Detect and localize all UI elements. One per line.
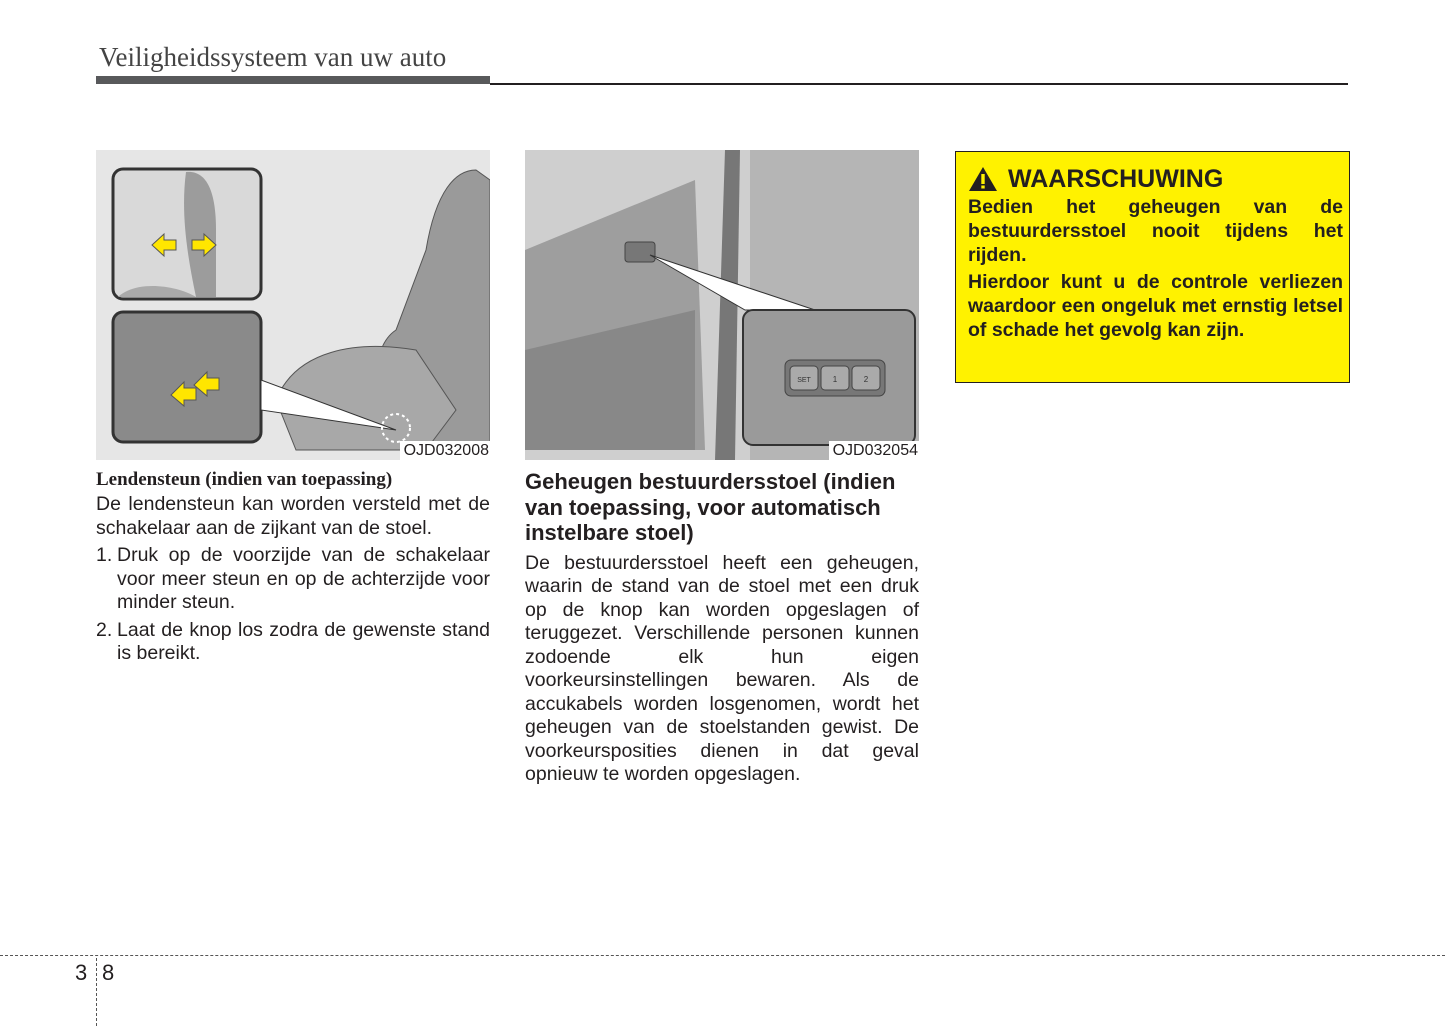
memory-1-label: 1 xyxy=(832,375,838,384)
list-item xyxy=(96,544,490,615)
list-text: Laat de knop los zodra de gewenste stand is bereikt. xyxy=(117,618,490,664)
memory-seat-section xyxy=(525,469,919,787)
section-subheading: Lendensteun (indien van toepassing) xyxy=(96,469,393,490)
warning-title-text: WAARSCHUWING xyxy=(1008,165,1224,193)
memory-2-label: 2 xyxy=(863,375,869,384)
lumbar-support-section xyxy=(96,468,490,666)
warning-box xyxy=(955,151,1350,383)
header-bar xyxy=(96,76,490,84)
body-paragraph: De bestuurdersstoel heeft een geheugen, waarin de stand van de stoel met een druk op de knop kan worden opgeslagen of teruggezet. Verschillende personen kunnen zodoende elk hun eigen voorkeursinstellingen bewaren. Als de accukabels worden losgenomen, wordt het geheugen van de stoelstanden gewist. De voorkeursposities dienen in dat geval opnieuw te worden opgeslagen. xyxy=(525,551,919,785)
list-item xyxy=(96,619,490,666)
page-header-title: Veiligheidssysteem van uw auto xyxy=(99,42,447,72)
list-number: 2. xyxy=(96,618,113,641)
set-button-label: SET xyxy=(797,377,811,384)
warning-paragraph: Bedien het geheugen van de bestuurdersstoel nooit tijdens het rijden. xyxy=(968,196,1343,266)
memory-seat-buttons-illustration-icon xyxy=(525,150,919,460)
figure-code: OJD032054 xyxy=(829,441,919,460)
footer-rule xyxy=(0,955,1445,956)
footer-divider xyxy=(96,958,97,1026)
section-heading: Geheugen bestuurdersstoel (indien van toepassing, voor automatisch instelbare stoel) xyxy=(525,469,896,545)
warning-title xyxy=(968,164,1343,194)
page-number: 8 xyxy=(102,960,115,985)
intro-paragraph: De lendensteun kan worden versteld met de schakelaar aan de zijkant van de stoel. xyxy=(96,493,490,539)
lumbar-support-figure xyxy=(96,150,490,460)
figure-code: OJD032008 xyxy=(400,441,490,460)
lumbar-seat-illustration-icon xyxy=(96,150,490,460)
warning-triangle-icon xyxy=(968,166,998,192)
memory-seat-figure xyxy=(525,150,919,460)
header-rule xyxy=(490,83,1348,85)
list-text: Druk op de voorzijde van de schakelaar voor meer steun en op de achterzijde voor minder steun. xyxy=(117,544,490,613)
list-number: 1. xyxy=(96,544,113,566)
section-number: 3 xyxy=(75,960,88,985)
warning-paragraph: Hierdoor kunt u de controle verliezen waardoor een ongeluk met ernstig letsel of schade het gevolg kan zijn. xyxy=(968,271,1343,341)
